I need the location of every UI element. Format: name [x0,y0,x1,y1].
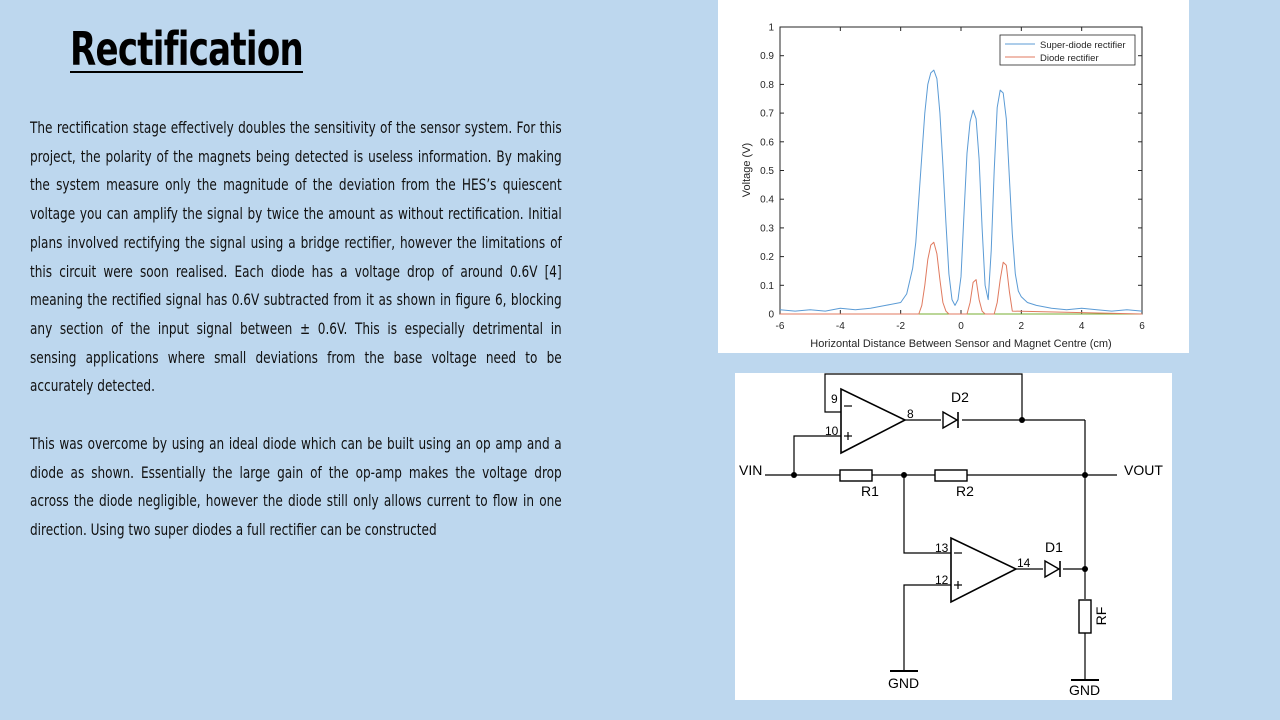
legend-entry-diode: Diode rectifier [1040,53,1099,64]
pin-label-10: 10 [825,424,839,438]
diode-d1 [1045,561,1060,577]
rf-label: RF [1093,606,1109,626]
x-tick-label: 6 [1139,321,1145,332]
x-axis-label: Horizontal Distance Between Sensor and Magnet Centre (cm) [810,338,1112,350]
circuit-panel [735,373,1172,700]
y-tick-label: 0.8 [760,79,774,91]
y-tick-label: 0.6 [760,137,774,149]
x-tick-label: 0 [958,321,964,332]
x-tick-label: -6 [775,321,785,332]
op-amp-u2 [951,538,1016,602]
gnd-left-label: GND [888,675,920,691]
y-axis-label: Voltage (V) [741,142,753,198]
pin-label-9: 9 [831,392,838,406]
y-tick-label: 0.3 [760,223,774,235]
chart-panel [718,0,1189,353]
y-tick-label: 0.4 [760,194,774,206]
gnd-right-label: GND [1069,682,1101,698]
x-tick-label: -4 [835,321,845,332]
d2-label: D2 [951,389,969,405]
op-amp-u1 [841,389,905,453]
d1-label: D1 [1045,539,1063,555]
legend-entry-super-diode: Super-diode rectifier [1040,40,1126,51]
y-tick-label: 0.7 [760,108,774,120]
r1-label: R1 [861,483,879,499]
x-tick-label: 4 [1078,321,1085,332]
pin-label-13: 13 [935,541,949,555]
y-tick-label: 0.2 [760,252,774,264]
resistor-r1 [840,470,872,481]
paragraph-rectification: The rectification stage effectively doubles the sensitivity of the sensor system. For this project, the polarity of the magnets being detected is useless information. By making the system measure only the magnitude of the deviation from the HES’s quiescent voltage you can amplify the signal by twice the amount as without rectification. Initial plans involved rectifying the signal using a bridge rectifier, however the limitations of this circuit were soon realised. Each diode has a voltage drop of around 0.6V [4] meaning the rectified signal has 0.6V subtracted from it as shown in figure 6, blocking any section of the input signal between ± 0.6V. This is especially detrimental in sensing applications where small deviations from the base voltage need to be accurately detected. [30,118,562,396]
chart-legend [1000,35,1135,65]
y-tick-label: 1 [768,22,774,34]
resistor-r2 [935,470,967,481]
vout-label: VOUT [1124,462,1163,478]
y-tick-label: 0.5 [760,166,774,177]
schematic-wires [765,374,1117,679]
y-tick-label: 0.1 [760,280,774,292]
resistor-rf [1079,600,1091,633]
diode-d2 [943,412,958,428]
r2-label: R2 [956,483,974,499]
y-tick-label: 0.9 [760,51,774,63]
x-tick-label: 2 [1018,321,1025,332]
body-text [30,114,562,545]
voltage-chart [718,0,1189,353]
paragraph-super-diode: This was overcome by using an ideal diode which can be built using an op amp and a diode as shown. Essentially the large gain of the op-amp makes the voltage drop across the diode negligible, however the diode still only allows current to flow in one direction. Using two super diodes a full rectifier can be constructed [30,434,562,540]
slide-title: Rectification [70,22,303,76]
pin-label-8: 8 [907,407,914,421]
pin-label-14: 14 [1017,556,1031,570]
x-tick-label: -2 [896,321,906,332]
pin-label-12: 12 [935,573,949,587]
rectifier-schematic [735,373,1172,700]
y-tick-label: 0 [768,309,774,321]
vin-label: VIN [739,462,763,478]
